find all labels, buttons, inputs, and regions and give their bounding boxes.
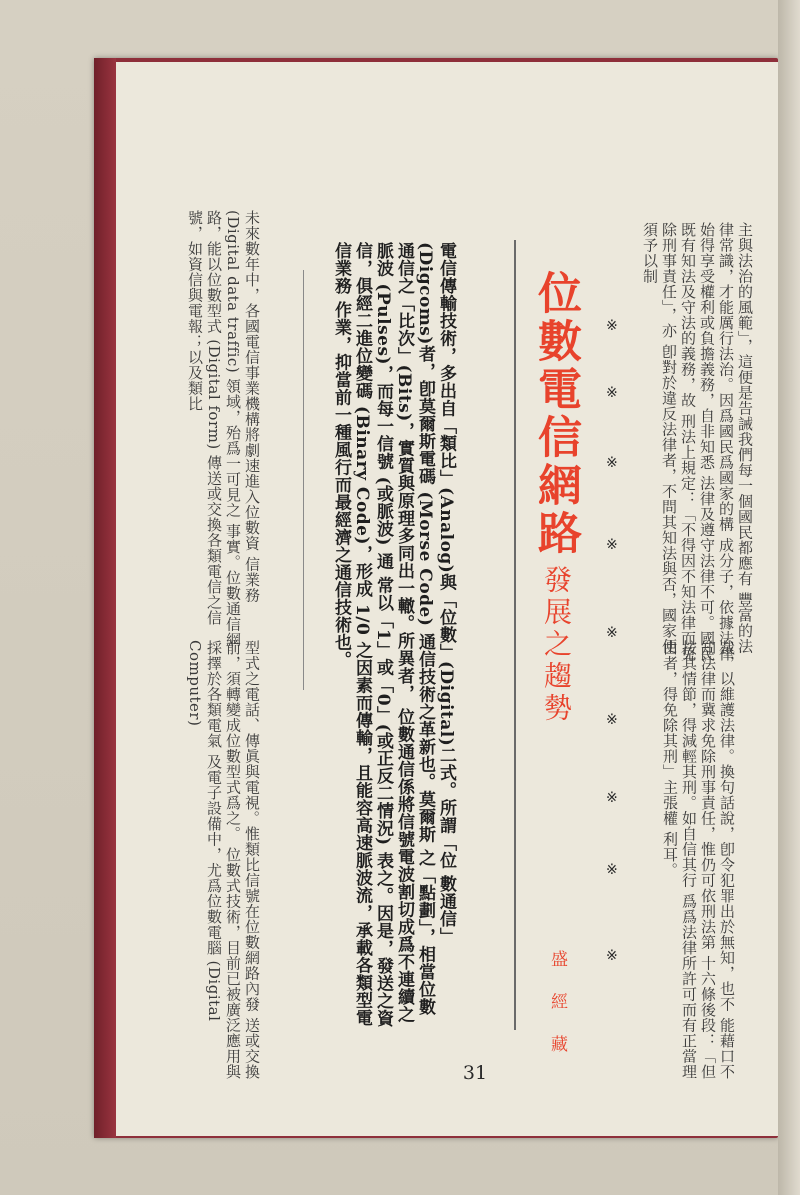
ornament-star: ※ [606, 385, 618, 401]
text-line: 十六條後段：「但按其情節，得減輕其刑。如自信其行 [680, 640, 717, 1080]
ornament-star: ※ [606, 318, 618, 334]
text-line: 法律及遵守法律不可。國民既有知法及守法的義務，故 [679, 222, 716, 662]
article-body-lower-lower [185, 640, 261, 1080]
text-line: 爲爲法律所許可而有正當理由者，得免除其刑」主張權 [661, 640, 698, 1080]
article-body-lower-upper [185, 210, 261, 650]
ornament-star: ※ [606, 790, 618, 806]
article-subtitle: 發展之趨勢 [540, 565, 573, 725]
text-line: 之「點劃」，相當位數通信之「比次」(Bits)，實質與原理多同出一轍。所異者， [394, 242, 435, 1016]
text-line: 送或交換前，須轉變成位數型式爲之。 [224, 640, 261, 1080]
text-line: 作業，抑當前一種風行而最經濟之通信技術也。 [331, 300, 351, 669]
text-line: 及電子設備中，尤爲位數電腦 (Digital Computer) [186, 640, 223, 1022]
article-body-lead [330, 242, 456, 1032]
text-line: 型式之電話、傳眞與電視。惟類比信號在位數網路內發 [243, 640, 261, 1012]
text-line: 位數式技術，目前已被廣泛應用與採擇於各類電氣 [205, 640, 242, 1080]
text-line: 裁，以維護法律。換句話說，卽令犯罪出於無知，也不 [718, 640, 736, 1012]
column-divider [514, 240, 516, 1030]
ornament-star: ※ [606, 862, 618, 878]
text-line: 豐富的法律常識，才能厲行法治。因爲國民爲國家的構 [717, 222, 754, 654]
ornament-star: ※ [606, 455, 618, 471]
ornament-star: ※ [606, 625, 618, 641]
text-line: 利耳。 [661, 831, 679, 878]
text-line: 刑法上規定：「不得因不知法律而免除刑事責任」，亦 [660, 222, 697, 662]
text-line: 成分子，依據法律始得享受權利或負擔義務，自非知悉 [698, 222, 735, 662]
text-line: 常以「1」或「0」(或正反二情況) 表之。因是，發送之資信，俱經二進位變碼 [352, 242, 393, 1028]
ornament-star: ※ [606, 712, 618, 728]
column-divider [303, 270, 304, 690]
article-author: 盛 經 藏 [547, 950, 567, 1062]
text-line: 卽對於違反法律者，不問其知法與否，國家便須予以制 [641, 222, 678, 654]
adjacent-page-edge [778, 0, 800, 1195]
page-number: 31 [462, 1062, 488, 1084]
text-line: 信業務 (Digital data traffic) 領域，殆爲一可見之 [224, 210, 261, 603]
text-line: 傳送或交換各類電信之信號，如資信與電報；以及類比 [186, 210, 223, 626]
text-line: 數通信」(Digcoms)者，卽莫爾斯電碼 (Morse Code) 通信技術之革新也。莫爾斯 [415, 242, 456, 946]
text-line: 事實。位數通信網路，能以位數型式 (Digital form) [205, 210, 242, 648]
text-line: (Binary Code)，形成 1/0 之因素而傳輸，且能容高速脈波流，承載各類型電信業務 [331, 242, 372, 1027]
article-title: 位數電信網路 [530, 270, 581, 558]
ornament-star: ※ [606, 537, 618, 553]
text-line: 電信傳輸技術，多出自「類比」(Analog)與「位數」(Digital)二式。所謂「位 [436, 242, 456, 869]
text-line: 主與法治的風範」，這便是告誡我們每一個國民都應有 [736, 222, 754, 587]
text-line: 未來數年中，各國電信事業機構將劇速進入位數資 [243, 210, 261, 551]
previous-article-lower [660, 640, 736, 1080]
book-spine-edge [94, 58, 116, 1138]
ornament-star: ※ [606, 948, 618, 964]
previous-article-upper [640, 222, 754, 662]
text-line: 位數通信係將信號電波割切成爲不連續之脈波 (Pulses)，而每一信號 (或脈波) 通 [373, 242, 414, 1024]
text-line: 能藉口不知法律而冀求免除刑事責任，惟仍可依刑法第 [699, 640, 736, 1080]
